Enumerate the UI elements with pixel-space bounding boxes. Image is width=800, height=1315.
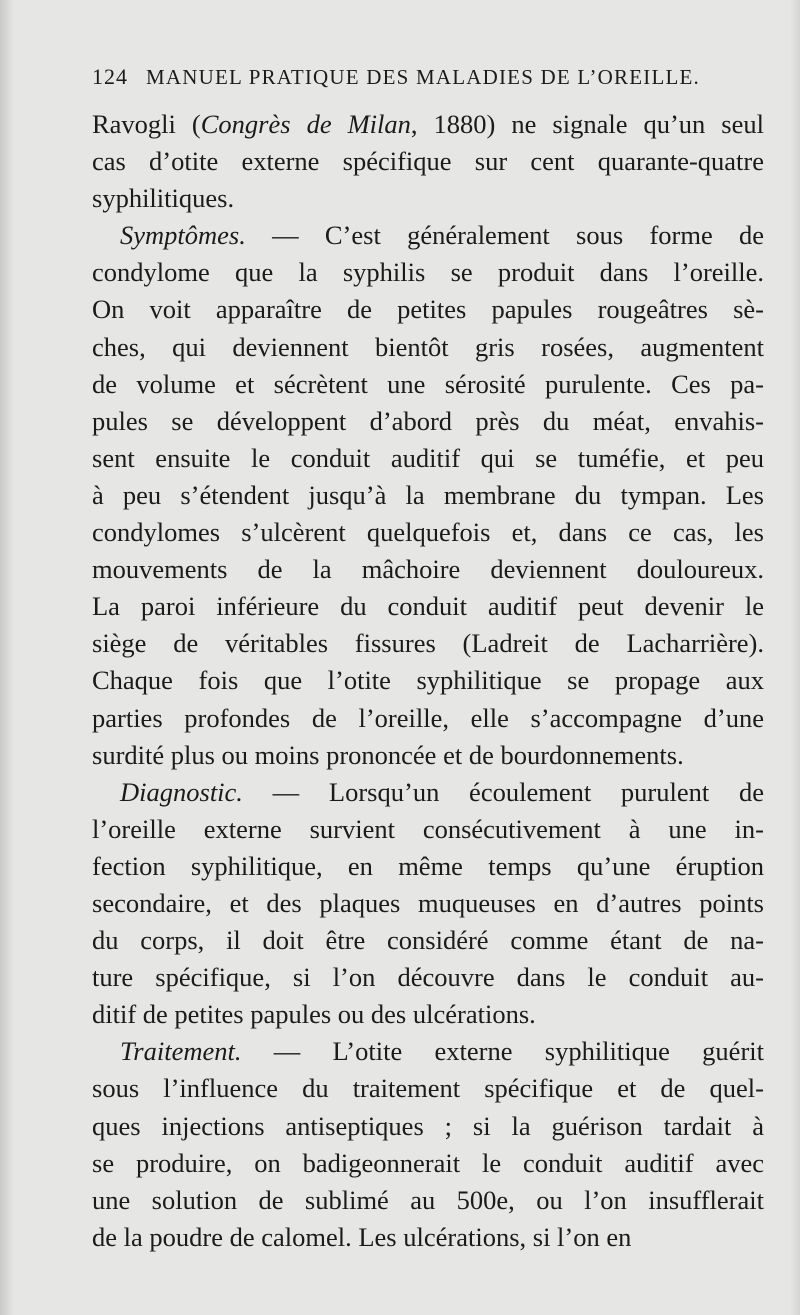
section-heading: Symptômes. xyxy=(120,220,246,251)
text-line xyxy=(92,291,764,328)
text-line xyxy=(92,254,764,291)
text-line xyxy=(92,625,764,662)
text-run: — Lorsqu’un écoulement purulent de xyxy=(242,776,764,807)
page-number: 124 xyxy=(92,64,128,89)
paragraph xyxy=(92,106,764,217)
text-line xyxy=(92,737,764,774)
text-run: secondaire, et des plaques muqueuses en d’autres points xyxy=(92,887,764,918)
text-run: — L’otite externe syphilitique guérit xyxy=(241,1036,764,1067)
text-run: ditif de petites papules ou des ulcérations. xyxy=(92,999,536,1030)
body-text xyxy=(92,106,764,1256)
text-line xyxy=(92,662,764,699)
text-run: condylomes s’ulcèrent quelquefois et, dans ce cas, les xyxy=(92,517,764,548)
text-run: surdité plus ou moins prononcée et de bourdonnements. xyxy=(92,739,684,770)
text-line xyxy=(92,106,764,143)
text-run: Ravogli ( xyxy=(92,109,201,139)
text-run: ture spécifique, si l’on découvre dans le conduit au- xyxy=(92,962,764,993)
text-line xyxy=(92,811,764,848)
running-title: MANUEL PRATIQUE DES MALADIES DE L’OREILLE. xyxy=(146,65,700,89)
text-line xyxy=(92,366,764,403)
text-run: siège de véritables fissures (Ladreit de Lacharrière). xyxy=(92,628,764,659)
text-line xyxy=(92,848,764,885)
text-run: On voit apparaître de petites papules rougeâtres sè- xyxy=(92,294,764,325)
text-line xyxy=(92,180,764,217)
text-line xyxy=(92,143,764,180)
text-line xyxy=(92,1033,764,1070)
section-heading: Diagnostic. xyxy=(120,776,243,807)
text-line xyxy=(92,1145,764,1182)
text-run: condylome que la syphilis se produit dans l’oreille. xyxy=(92,257,764,288)
paragraph xyxy=(92,1033,764,1256)
text-run: mouvements de la mâchoire deviennent douloureux. xyxy=(92,554,764,585)
text-line xyxy=(92,440,764,477)
text-line xyxy=(92,996,764,1033)
text-run: fection syphilitique, en même temps qu’une éruption xyxy=(92,850,764,881)
paragraph xyxy=(92,774,764,1034)
text-run: sent ensuite le conduit auditif qui se tuméfie, et peu xyxy=(92,442,764,473)
text-line xyxy=(92,329,764,366)
text-run: Chaque fois que l’otite syphilitique se propage aux xyxy=(92,665,764,696)
text-line xyxy=(92,885,764,922)
text-line xyxy=(92,774,764,811)
text-run: de la poudre de calomel. Les ulcérations, si l’on en xyxy=(92,1221,632,1252)
text-run: cas d’otite externe spécifique sur cent quarante-quatre xyxy=(92,146,764,177)
text-run: l’oreille externe survient consécutivement à une in- xyxy=(92,813,764,844)
text-run: se produire, on badigeonnerait le conduit auditif avec xyxy=(92,1147,764,1178)
text-run: La paroi inférieure du conduit auditif peut devenir le xyxy=(92,591,764,622)
text-run: une solution de sublimé au 500e, ou l’on insufflerait xyxy=(92,1184,764,1215)
text-run: , 1880) ne signale qu’un seul xyxy=(410,109,764,139)
running-head xyxy=(92,64,742,90)
text-run: — C’est généralement sous forme de xyxy=(245,220,764,251)
section-heading: Congrès de Milan xyxy=(200,109,411,139)
text-run: parties profondes de l’oreille, elle s’accompagne d’une xyxy=(92,702,764,733)
text-line xyxy=(92,1108,764,1145)
paragraph xyxy=(92,217,764,773)
text-run: ches, qui deviennent bientôt gris rosées, augmentent xyxy=(92,331,764,362)
text-line xyxy=(92,217,764,254)
text-line xyxy=(92,959,764,996)
text-run: à peu s’étendent jusqu’à la membrane du tympan. Les xyxy=(92,479,764,510)
text-line xyxy=(92,1070,764,1107)
text-line xyxy=(92,1219,764,1256)
text-run: pules se développent d’abord près du méat, envahis- xyxy=(92,405,764,436)
text-line xyxy=(92,514,764,551)
text-run: ques injections antiseptiques ; si la guérison tardait à xyxy=(92,1110,764,1141)
text-line xyxy=(92,477,764,514)
page-edge-right xyxy=(790,0,800,1315)
text-line xyxy=(92,403,764,440)
text-line xyxy=(92,922,764,959)
text-run: de volume et sécrètent une sérosité purulente. Ces pa- xyxy=(92,368,764,399)
text-line xyxy=(92,588,764,625)
page-edge-left xyxy=(0,0,14,1315)
text-run: sous l’influence du traitement spécifique et de quel- xyxy=(92,1073,764,1104)
text-run: syphilitiques. xyxy=(92,183,235,214)
section-heading: Traitement. xyxy=(120,1036,242,1067)
text-line xyxy=(92,700,764,737)
text-line xyxy=(92,1182,764,1219)
text-run: du corps, il doit être considéré comme étant de na- xyxy=(92,925,764,956)
text-line xyxy=(92,551,764,588)
